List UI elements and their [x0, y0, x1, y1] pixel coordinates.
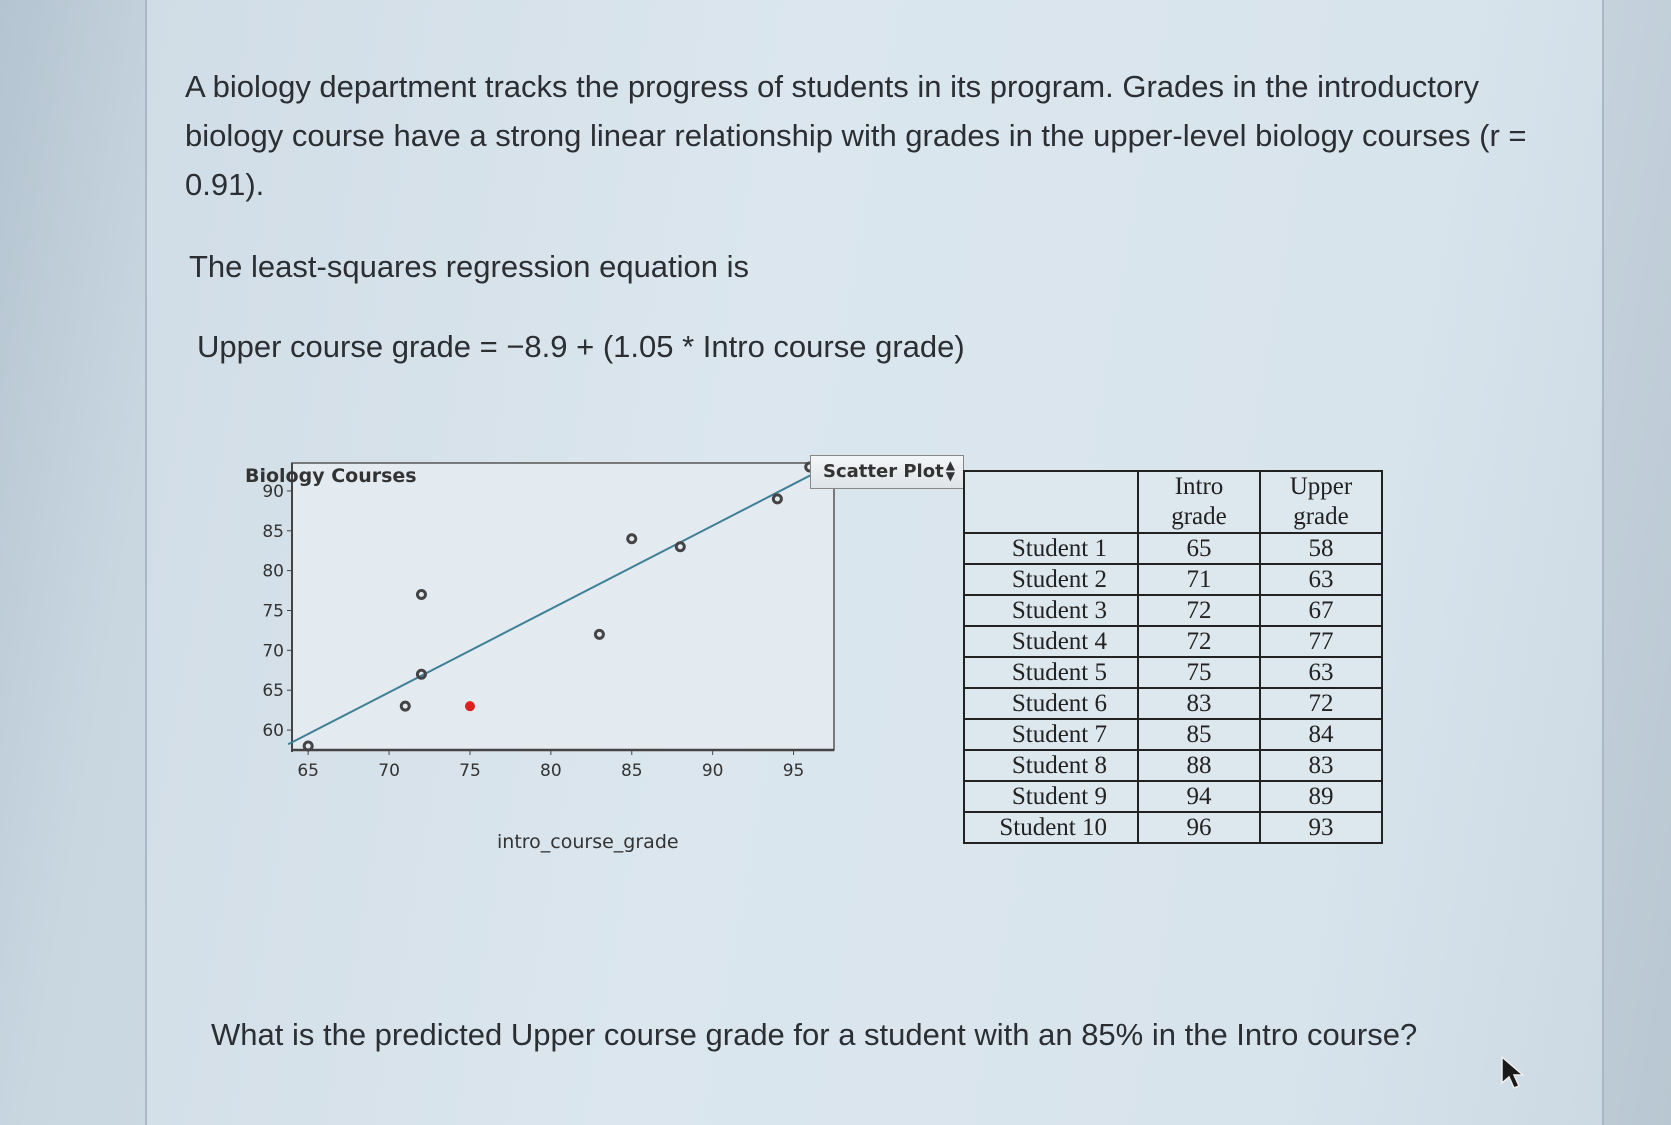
upper-grade-cell: 89: [1260, 781, 1382, 812]
y-tick-label: 70: [262, 641, 284, 662]
table-row: [964, 595, 1382, 626]
student-label-cell: Student 4: [964, 626, 1138, 657]
upper-grade-cell: 84: [1260, 719, 1382, 750]
upper-grade-cell: 63: [1260, 564, 1382, 595]
data-point-highlighted: [465, 701, 475, 711]
student-label-cell: Student 8: [964, 750, 1138, 781]
intro-grade-cell: 71: [1138, 564, 1260, 595]
intro-grade-cell: 72: [1138, 626, 1260, 657]
grade-table: [963, 470, 1383, 844]
y-tick-label: 60: [262, 721, 284, 742]
table-header-row: [964, 471, 1382, 533]
col-header-intro: Intro grade: [1138, 471, 1260, 533]
table-row: [964, 626, 1382, 657]
intro-grade-cell: 83: [1138, 688, 1260, 719]
upper-grade-cell: 93: [1260, 812, 1382, 843]
table-row: [964, 750, 1382, 781]
student-label-cell: Student 5: [964, 657, 1138, 688]
y-tick-label: 90: [262, 481, 284, 502]
chart-svg: [227, 455, 877, 865]
x-tick-label: 80: [540, 761, 562, 781]
y-tick-label: 85: [262, 521, 284, 542]
student-label-cell: Student 7: [964, 719, 1138, 750]
regression-equation: Upper course grade = −8.9 + (1.05 * Intro course grade): [197, 329, 965, 364]
x-axis-label: intro_course_grade: [497, 831, 679, 853]
student-label-cell: Student 3: [964, 595, 1138, 626]
upper-grade-cell: 67: [1260, 595, 1382, 626]
x-tick-label: 85: [620, 761, 643, 781]
student-label-cell: Student 6: [964, 688, 1138, 719]
question-panel: [145, 0, 1604, 1125]
table-corner-cell: [964, 471, 1138, 533]
plot-type-select[interactable]: [810, 455, 964, 489]
table-body: [964, 533, 1382, 843]
x-tick-label: 65: [297, 761, 319, 781]
x-tick-label: 75: [459, 761, 481, 781]
upper-grade-cell: 72: [1260, 688, 1382, 719]
intro-grade-cell: 94: [1138, 781, 1260, 812]
student-label-cell: Student 1: [964, 533, 1138, 564]
student-label-cell: Student 10: [964, 812, 1138, 843]
plot-type-value: Scatter Plot: [823, 461, 944, 482]
table-row: [964, 719, 1382, 750]
table-row: [964, 781, 1382, 812]
y-tick-label: 80: [262, 561, 284, 582]
intro-grade-cell: 72: [1138, 595, 1260, 626]
upper-grade-cell: 58: [1260, 533, 1382, 564]
intro-grade-cell: 75: [1138, 657, 1260, 688]
student-label-cell: Student 9: [964, 781, 1138, 812]
x-tick-label: 95: [782, 761, 805, 781]
intro-grade-cell: 85: [1138, 719, 1260, 750]
chart-title: Biology Courses: [245, 465, 417, 487]
question-text: What is the predicted Upper course grade for a student with an 85% in the Intro course?: [211, 1017, 1418, 1052]
table-row: [964, 657, 1382, 688]
upper-grade-cell: 63: [1260, 657, 1382, 688]
table-row: [964, 564, 1382, 595]
col-header-upper: Upper grade: [1260, 471, 1382, 533]
upper-grade-cell: 83: [1260, 750, 1382, 781]
student-label-cell: Student 2: [964, 564, 1138, 595]
scatter-chart: [227, 455, 955, 865]
x-tick-label: 70: [378, 761, 400, 781]
least-squares-text: The least-squares regression equation is: [189, 249, 750, 284]
y-tick-label: 65: [262, 681, 284, 702]
table-row: [964, 688, 1382, 719]
table-row: [964, 812, 1382, 843]
upper-grade-cell: 77: [1260, 626, 1382, 657]
y-tick-label: 75: [262, 601, 284, 622]
up-down-arrows-icon: ▲ ▼: [945, 458, 955, 483]
table-row: [964, 533, 1382, 564]
intro-paragraph: A biology department tracks the progress of students in its program. Grades in the introductory biology course have a strong linear relationship with grades in the upper-level biology courses (r = 0.91).: [185, 69, 1527, 202]
intro-grade-cell: 88: [1138, 750, 1260, 781]
x-tick-label: 90: [701, 761, 724, 781]
intro-grade-cell: 96: [1138, 812, 1260, 843]
intro-grade-cell: 65: [1138, 533, 1260, 564]
mouse-pointer-icon: [1500, 1055, 1526, 1091]
